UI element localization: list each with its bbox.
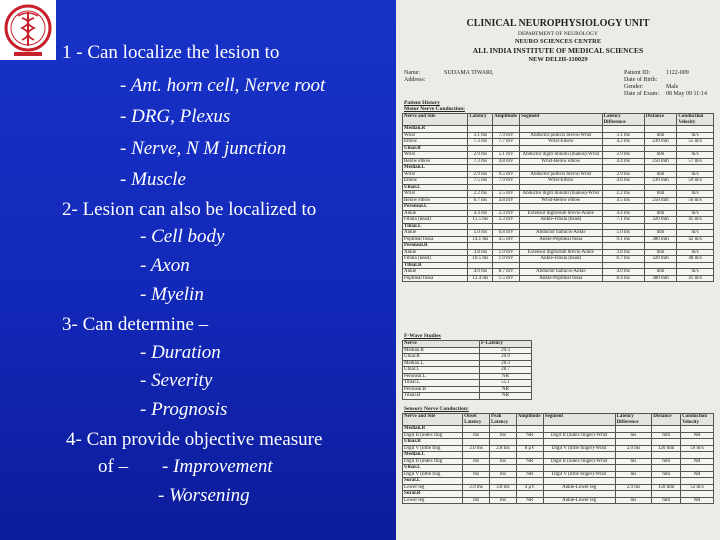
table-cell: Peroneal.R bbox=[403, 243, 468, 250]
table-cell: NR bbox=[516, 497, 543, 504]
table-cell: Ankle-Lower leg bbox=[543, 497, 615, 504]
table-cell: 55 m/s bbox=[677, 139, 714, 146]
table-cell: 52 m/s bbox=[681, 484, 714, 491]
table-cell: 57 m/s bbox=[677, 158, 714, 165]
point-3-item: - Duration bbox=[140, 342, 221, 363]
table-cell: 150 mm bbox=[652, 484, 681, 491]
table-cell: 2.9 ms bbox=[602, 171, 644, 178]
table-cell: Popliteal fossa bbox=[403, 275, 468, 282]
table-cell: Abductor pollicis brevis-Wrist bbox=[520, 171, 602, 178]
table-cell: 4.4 ms bbox=[468, 210, 493, 217]
table-cell: 45 m/s bbox=[677, 275, 714, 282]
table-cell: Ankle bbox=[403, 269, 468, 276]
table-cell: Ulnar.L bbox=[403, 184, 468, 191]
address-label: Address: bbox=[404, 77, 426, 83]
table-cell: 48 m/s bbox=[677, 256, 714, 263]
table-cell: Tibial.L bbox=[403, 223, 468, 230]
table-cell: ms bbox=[463, 458, 490, 465]
table-cell: 4.6 ms bbox=[602, 178, 644, 185]
table-cell: ms bbox=[615, 458, 652, 465]
table-cell: 3.8 ms bbox=[489, 484, 516, 491]
table-cell: 320 mm bbox=[644, 256, 677, 263]
table-cell: 4.0 ms bbox=[602, 269, 644, 276]
table-cell: 10.5 ms bbox=[468, 256, 493, 263]
table-cell: Wrist bbox=[403, 171, 468, 178]
column-header: Nerve and Site bbox=[403, 114, 468, 126]
table-cell: mm bbox=[652, 497, 681, 504]
table-cell: 2.0 ms bbox=[615, 445, 652, 452]
table-cell: NR bbox=[516, 432, 543, 439]
table-cell: Peroneal.L bbox=[403, 373, 480, 380]
table-cell: 5.0 ms bbox=[602, 230, 644, 237]
table-cell: Abductor digiti minimi (manus)-Wrist bbox=[520, 152, 602, 159]
column-header: Distance bbox=[644, 114, 677, 126]
column-header: Amplitude bbox=[516, 414, 543, 426]
dob-label: Date of Birth: bbox=[624, 77, 658, 83]
table-cell: mm bbox=[644, 230, 677, 237]
column-header: Amplitude bbox=[493, 114, 520, 126]
gender-label: Gender: bbox=[624, 84, 644, 90]
table-cell: Ankle bbox=[403, 210, 468, 217]
table-cell: m/s bbox=[677, 269, 714, 276]
table-cell: Wrist bbox=[403, 132, 468, 139]
name-value: SUDAMA TIWARI, bbox=[444, 70, 494, 76]
table-cell: 2.9 ms bbox=[468, 171, 493, 178]
column-header: Nerve and Site bbox=[403, 414, 463, 426]
table-cell: Wrist bbox=[403, 191, 468, 198]
table-cell: NR bbox=[681, 458, 714, 465]
table-cell: 50 m/s bbox=[677, 178, 714, 185]
table-cell: Peroneal.L bbox=[403, 204, 468, 211]
table-cell: Ankle-Lower leg bbox=[543, 484, 615, 491]
table-cell: mm bbox=[644, 191, 677, 198]
table-cell: 6.7 ms bbox=[468, 197, 493, 204]
column-header: Distance bbox=[652, 414, 681, 426]
table-cell: Digit V (little finger)-Wrist bbox=[543, 445, 615, 452]
exam-date-label: Date of Exam: bbox=[624, 91, 659, 97]
table-cell: NR bbox=[681, 471, 714, 478]
table-cell: 7.5 ms bbox=[468, 178, 493, 185]
table-cell: 8 µV bbox=[516, 445, 543, 452]
report-centre: NEURO SCIENCES CENTRE bbox=[514, 38, 602, 45]
table-cell: mm bbox=[652, 458, 681, 465]
table-cell: ms bbox=[489, 458, 516, 465]
table-cell: Sural.R bbox=[403, 491, 463, 498]
point-4-item: - Worsening bbox=[158, 485, 250, 506]
table-cell: mm bbox=[644, 132, 677, 139]
table-cell: m/s bbox=[677, 210, 714, 217]
table-cell: 59 m/s bbox=[681, 445, 714, 452]
table-cell: Extensor digitorum brevis-Ankle bbox=[520, 249, 602, 256]
point-1-item: - Ant. horn cell, Nerve root bbox=[120, 75, 326, 96]
point-1-item: - DRG, Plexus bbox=[120, 106, 231, 127]
ncs-report-scan bbox=[396, 0, 720, 540]
table-cell: Peroneal.R bbox=[403, 386, 480, 393]
point-3-item: - Severity bbox=[140, 370, 213, 391]
table-cell: Ulnar.R bbox=[403, 145, 468, 152]
table-cell: 56 m/s bbox=[677, 197, 714, 204]
table-cell: NR bbox=[516, 471, 543, 478]
table-cell: Below elbow bbox=[403, 158, 468, 165]
table-cell: 380 mm bbox=[644, 236, 677, 243]
column-header: Segment bbox=[543, 414, 615, 426]
fwave-section-label: F-Wave Studies bbox=[404, 333, 441, 339]
table-cell: ms bbox=[463, 432, 490, 439]
fwave-table bbox=[402, 340, 532, 400]
exam-date-value: 08 May 09 11:14 bbox=[666, 91, 707, 97]
table-row bbox=[403, 497, 714, 504]
table-cell: Ankle-Fibula (head) bbox=[520, 256, 602, 263]
table-cell: Median.L bbox=[403, 165, 468, 172]
table-cell: Median.R bbox=[403, 426, 463, 433]
table-cell: m/s bbox=[677, 191, 714, 198]
table-cell: Fibula (head) bbox=[403, 217, 468, 224]
table-cell: 250 mm bbox=[644, 158, 677, 165]
table-cell: 3.8 ms bbox=[602, 249, 644, 256]
table-cell: Wrist-Elbow bbox=[520, 139, 602, 146]
table-cell: 6.8 mV bbox=[493, 230, 520, 237]
table-cell: Digit V (little fing bbox=[403, 445, 463, 452]
table-cell: Tibial.R bbox=[403, 393, 480, 400]
table-cell: 3.1 ms bbox=[602, 132, 644, 139]
table-cell: 7.3 ms bbox=[468, 158, 493, 165]
table-cell: Digit V (little fing bbox=[403, 471, 463, 478]
table-row bbox=[403, 393, 532, 400]
table-cell: NR bbox=[480, 393, 532, 400]
table-cell: 7.9 mV bbox=[493, 132, 520, 139]
point-1-item: - Nerve, N M junction bbox=[120, 138, 287, 159]
column-header: Segment bbox=[520, 114, 602, 126]
table-cell: Sural.L bbox=[403, 478, 463, 485]
table-cell: Ankle bbox=[403, 230, 468, 237]
table-cell: 320 mm bbox=[644, 217, 677, 224]
table-cell: 230 mm bbox=[644, 178, 677, 185]
table-cell: Tibial.R bbox=[403, 262, 468, 269]
table-cell: 8.4 ms bbox=[602, 275, 644, 282]
report-institute: ALL INDIA INSTITUTE OF MEDICAL SCIENCES bbox=[472, 46, 644, 55]
table-cell: 2.9 ms bbox=[468, 152, 493, 159]
table-cell: Below elbow bbox=[403, 197, 468, 204]
table-cell: Lower leg bbox=[403, 497, 463, 504]
motor-section-label: Motor Nerve Conduction: bbox=[404, 106, 465, 112]
table-cell: Median.L bbox=[403, 452, 463, 459]
table-cell: Fibula (head) bbox=[403, 256, 468, 263]
table-cell: ms bbox=[615, 471, 652, 478]
column-header: F-Latency bbox=[480, 341, 532, 348]
column-header: Peak Latency bbox=[489, 414, 516, 426]
point-2-item: - Cell body bbox=[140, 226, 225, 247]
table-cell: 1.9 mV bbox=[493, 256, 520, 263]
table-cell: Digit V (little finger)-Wrist bbox=[543, 471, 615, 478]
table-cell: 28.7 bbox=[480, 367, 532, 374]
table-cell: 28.3 bbox=[480, 360, 532, 367]
table-cell: Elbow bbox=[403, 139, 468, 146]
table-cell: 8.7 mV bbox=[493, 269, 520, 276]
table-cell: ms bbox=[489, 497, 516, 504]
table-cell: 2.3 mV bbox=[493, 210, 520, 217]
table-cell: Digit II (index finger)-Wrist bbox=[543, 458, 615, 465]
table-cell: mm bbox=[644, 152, 677, 159]
table-cell: 1.5 mV bbox=[493, 275, 520, 282]
table-cell: 2.2 ms bbox=[468, 191, 493, 198]
table-cell: NR bbox=[516, 458, 543, 465]
table-cell: mm bbox=[644, 249, 677, 256]
table-cell: Wrist-Elbow bbox=[520, 178, 602, 185]
column-header: Latency bbox=[468, 114, 493, 126]
table-cell: 4 µV bbox=[516, 484, 543, 491]
table-cell: 3.8 ms bbox=[468, 249, 493, 256]
table-cell: 4.2 ms bbox=[602, 139, 644, 146]
table-cell: Abductor digiti minimi (manus)-Wrist bbox=[520, 191, 602, 198]
table-cell: 2.2 ms bbox=[602, 191, 644, 198]
table-cell: Lower leg bbox=[403, 484, 463, 491]
table-cell: Ulnar.L bbox=[403, 367, 480, 374]
table-row bbox=[403, 275, 714, 282]
aiims-logo bbox=[0, 0, 56, 60]
table-cell: Digit II (index fing bbox=[403, 432, 463, 439]
table-cell: mm bbox=[652, 471, 681, 478]
table-cell: Ankle-Fibula (head) bbox=[520, 217, 602, 224]
point-4-of: of – bbox=[98, 456, 129, 477]
table-cell: mm bbox=[652, 432, 681, 439]
table-cell: NR bbox=[480, 373, 532, 380]
table-cell: 29.3 bbox=[480, 347, 532, 354]
table-cell: 45 m/s bbox=[677, 217, 714, 224]
table-cell: 4.5 ms bbox=[602, 197, 644, 204]
table-cell: Median.R bbox=[403, 126, 468, 133]
table-cell: 4.4 ms bbox=[602, 210, 644, 217]
table-cell: 4.5 mV bbox=[493, 236, 520, 243]
table-cell: ms bbox=[463, 497, 490, 504]
table-cell: m/s bbox=[677, 230, 714, 237]
report-title: CLINICAL NEUROPHYSIOLOGY UNIT bbox=[466, 18, 650, 29]
table-cell: 3.1 ms bbox=[468, 132, 493, 139]
patient-id-value: 1122-009 bbox=[666, 70, 689, 76]
table-cell: m/s bbox=[677, 249, 714, 256]
table-cell: Abductor hallucis-Ankle bbox=[520, 269, 602, 276]
sensory-section-label: Sensory Nerve Conduction: bbox=[404, 406, 469, 412]
point-3-item: - Prognosis bbox=[140, 399, 228, 420]
table-cell: m/s bbox=[677, 152, 714, 159]
table-cell: 5.1 mV bbox=[493, 152, 520, 159]
point-2: 2- Lesion can also be localized to bbox=[62, 199, 317, 220]
table-cell: Wrist-Below elbow bbox=[520, 197, 602, 204]
table-cell: 2.9 ms bbox=[602, 152, 644, 159]
report-city: NEW DELHI-110029 bbox=[528, 56, 588, 63]
table-cell: Popliteal fossa bbox=[403, 236, 468, 243]
table-cell: 380 mm bbox=[644, 275, 677, 282]
table-cell: 42 m/s bbox=[677, 236, 714, 243]
sensory-conduction-table bbox=[402, 413, 714, 504]
patient-history-label: Patient History bbox=[404, 100, 440, 106]
table-cell: Ankle-Popliteal fossa bbox=[520, 275, 602, 282]
table-cell: mm bbox=[644, 171, 677, 178]
table-cell: 9.1 ms bbox=[602, 236, 644, 243]
table-cell: Tibial.L bbox=[403, 380, 480, 387]
table-cell: ms bbox=[615, 497, 652, 504]
column-header: Latency Difference bbox=[615, 414, 652, 426]
patient-id-label: Patient ID: bbox=[624, 70, 651, 76]
point-4: 4- Can provide objective measure bbox=[66, 429, 323, 450]
table-cell: Abductor pollicis brevis-Wrist bbox=[520, 132, 602, 139]
table-cell: Ulnar.R bbox=[403, 439, 463, 446]
table-cell: 11.5 ms bbox=[468, 217, 493, 224]
table-cell: 14.1 ms bbox=[468, 236, 493, 243]
caduceus-emblem-icon bbox=[0, 0, 56, 60]
table-cell: 4.8 mV bbox=[493, 197, 520, 204]
table-cell: 7.9 mV bbox=[493, 178, 520, 185]
point-4-item: - Improvement bbox=[162, 456, 273, 477]
table-cell: 230 mm bbox=[644, 139, 677, 146]
table-cell: 2.8 ms bbox=[489, 445, 516, 452]
table-cell: 4.0 ms bbox=[468, 269, 493, 276]
table-cell: Wrist bbox=[403, 152, 468, 159]
point-1: 1 - Can localize the lesion to bbox=[62, 42, 280, 63]
column-header: Latency Difference bbox=[602, 114, 644, 126]
table-cell: Ankle bbox=[403, 249, 468, 256]
table-cell: 9.5 mV bbox=[493, 171, 520, 178]
point-1-item: - Muscle bbox=[120, 169, 186, 190]
table-cell: ms bbox=[615, 432, 652, 439]
table-cell: ms bbox=[463, 471, 490, 478]
table-cell: ms bbox=[489, 471, 516, 478]
table-cell: Extensor digitorum brevis-Ankle bbox=[520, 210, 602, 217]
table-cell: mm bbox=[644, 269, 677, 276]
table-cell: ms bbox=[489, 432, 516, 439]
table-cell: 5.0 ms bbox=[468, 230, 493, 237]
table-cell: 250 mm bbox=[644, 197, 677, 204]
table-cell: 26.9 bbox=[480, 354, 532, 361]
column-header: Onset Latency bbox=[463, 414, 490, 426]
gender-value: Male bbox=[666, 84, 679, 90]
table-cell: 120 mm bbox=[652, 445, 681, 452]
table-cell: Median.L bbox=[403, 360, 480, 367]
table-cell: Ulnar.L bbox=[403, 465, 463, 472]
table-cell: m/s bbox=[677, 132, 714, 139]
table-cell: 2.0 ms bbox=[463, 445, 490, 452]
table-cell: 1.9 mV bbox=[493, 249, 520, 256]
name-label: Name: bbox=[404, 70, 420, 76]
column-header: Nerve bbox=[403, 341, 480, 348]
point-2-item: - Myelin bbox=[140, 284, 204, 305]
table-cell: Ankle-Popliteal fossa bbox=[520, 236, 602, 243]
table-cell: NR bbox=[681, 432, 714, 439]
motor-conduction-table bbox=[402, 113, 714, 282]
table-cell: 7.7 mV bbox=[493, 139, 520, 146]
column-header: Conduction Velocity bbox=[681, 414, 714, 426]
table-cell: 4.8 mV bbox=[493, 158, 520, 165]
table-cell: Elbow bbox=[403, 178, 468, 185]
point-2-item: - Axon bbox=[140, 255, 190, 276]
table-cell: m/s bbox=[677, 171, 714, 178]
table-cell: 4.4 ms bbox=[602, 158, 644, 165]
table-cell: 2.9 ms bbox=[463, 484, 490, 491]
table-cell: 2.9 ms bbox=[615, 484, 652, 491]
table-cell: 2.3 mV bbox=[493, 217, 520, 224]
report-department: DEPARTMENT OF NEUROLOGY bbox=[517, 31, 599, 37]
point-3: 3- Can determine – bbox=[62, 314, 209, 335]
table-cell: Ulnar.R bbox=[403, 354, 480, 361]
table-cell: NR bbox=[681, 497, 714, 504]
table-cell: 55.1 bbox=[480, 380, 532, 387]
table-cell: 7.1 ms bbox=[602, 217, 644, 224]
table-cell: 12.4 ms bbox=[468, 275, 493, 282]
table-cell: Digit II (index fing bbox=[403, 458, 463, 465]
column-header: Conduction Velocity bbox=[677, 114, 714, 126]
table-cell: 5.5 mV bbox=[493, 191, 520, 198]
table-cell: Median.R bbox=[403, 347, 480, 354]
table-cell: Digit II (index finger)-Wrist bbox=[543, 432, 615, 439]
table-cell: 6.7 ms bbox=[602, 256, 644, 263]
table-cell: Wrist-Below elbow bbox=[520, 158, 602, 165]
table-cell: NR bbox=[480, 386, 532, 393]
table-cell: Abductor hallucis-Ankle bbox=[520, 230, 602, 237]
table-cell: 7.3 ms bbox=[468, 139, 493, 146]
table-cell: mm bbox=[644, 210, 677, 217]
